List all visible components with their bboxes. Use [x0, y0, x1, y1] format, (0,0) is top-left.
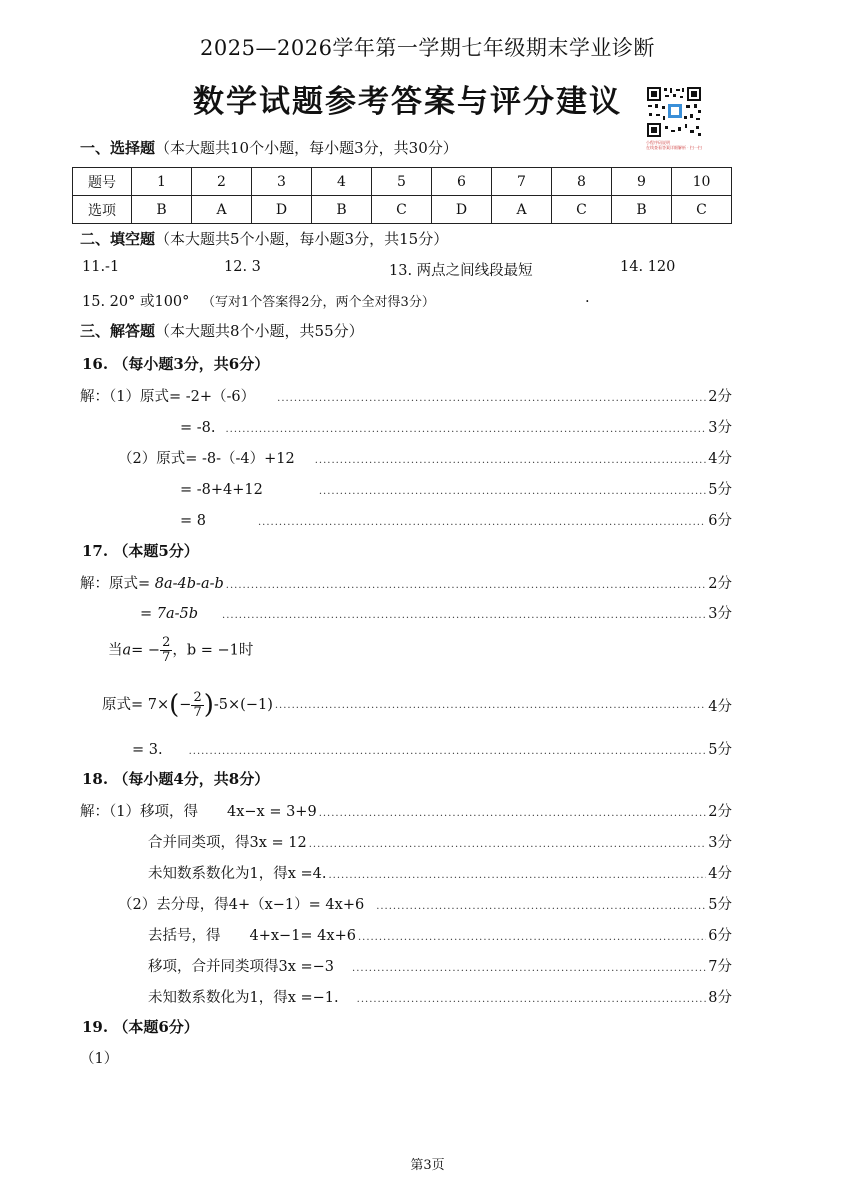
leader-dots — [376, 901, 706, 912]
leader-dots — [319, 808, 707, 819]
page-number: 第3页 — [410, 1158, 445, 1173]
q16-step-3 — [118, 447, 732, 468]
q18-step-5 — [148, 924, 732, 945]
q18-step-1 — [80, 800, 732, 821]
q16-step-5-score: 6分 — [708, 513, 732, 529]
q17-step-2-prefix: = — [140, 606, 153, 622]
q17-step-4-score: 4分 — [708, 698, 732, 715]
exam-subtitle: 2025—2026学年第一学期七年级期末学业诊断 — [200, 36, 655, 60]
table-cell: C — [372, 196, 432, 224]
section-2-heading — [80, 228, 448, 249]
leader-dots — [226, 580, 706, 591]
q16-step-3-score: 4分 — [708, 451, 732, 467]
fraction-two-sevenths-2 — [191, 691, 203, 720]
section-3-heading — [80, 320, 364, 341]
section-1-heading — [80, 137, 458, 158]
table-cell: 9 — [612, 168, 672, 196]
q18-step-7-score: 8分 — [708, 990, 732, 1006]
table-cell: 3 — [252, 168, 312, 196]
q17-step-4-seven: 7× — [147, 697, 170, 713]
answer-15-period: . — [585, 290, 590, 306]
q19-part-1: （1） — [80, 1051, 119, 1067]
q18-step-7-text: 未知数系数化为1，得x =−1. — [148, 990, 339, 1006]
fraction-numerator: 2 — [193, 689, 202, 705]
q17-a-equals: = − — [131, 642, 161, 659]
table-cell: 6 — [432, 168, 492, 196]
q18-step-1-score: 2分 — [708, 804, 732, 820]
table-cell: 7 — [492, 168, 552, 196]
q17-step-2 — [140, 602, 732, 623]
q18-step-5-text: 去括号，得 4+x−1= 4x+6 — [148, 928, 356, 944]
q16-step-4-score: 5分 — [708, 482, 732, 498]
leader-dots — [329, 870, 707, 881]
answer-11: 11.-1 — [82, 259, 120, 275]
leader-dots — [226, 424, 707, 435]
table-cell: 8 — [552, 168, 612, 196]
section-1-title: 一、选择题 — [80, 139, 156, 157]
q18-step-4-text: （2）去分母，得4+（x−1）= 4x+6 — [118, 897, 365, 913]
q17-b-part: ，b = −1时 — [172, 642, 254, 659]
q16-step-1-score: 2分 — [708, 389, 732, 405]
q18-step-3-score: 4分 — [708, 866, 732, 882]
q17-condition — [108, 636, 253, 665]
fraction-denominator: 7 — [162, 650, 171, 665]
page-title: 数学试题参考答案与评分建议 — [193, 84, 622, 120]
q17-step-4 — [102, 690, 732, 720]
table-row-answers — [73, 196, 732, 224]
q17-step-1-text — [80, 572, 224, 593]
leader-dots — [277, 393, 706, 404]
q17-step-1 — [80, 572, 732, 593]
table-cell: 10 — [672, 168, 732, 196]
qr-caption — [646, 140, 702, 150]
answer-12: 12. 3 — [224, 259, 261, 275]
q18-step-1-text: 解：（1）移项，得 4x−x = 3+9 — [80, 804, 317, 820]
answer-15 — [82, 290, 435, 311]
q17-step-4-minus: − — [179, 697, 192, 713]
section-1-note: （本大题共10个小题，每小题3分，共30分） — [155, 139, 458, 157]
q18-step-2-score: 3分 — [708, 835, 732, 851]
section-2-title: 二、填空题 — [80, 230, 156, 248]
q16-step-1 — [80, 385, 732, 406]
q17-step-5-text: = 3. — [132, 742, 163, 758]
q18-step-5-score: 6分 — [708, 928, 732, 944]
q17-step-2-text — [140, 606, 198, 622]
leader-dots — [309, 839, 707, 850]
q17-step-2-score: 3分 — [708, 606, 732, 622]
table-cell: B — [132, 196, 192, 224]
q16-step-4-text: = -8+4+12 — [180, 482, 263, 498]
q18-step-7 — [148, 986, 732, 1007]
q17-step-5 — [132, 738, 732, 759]
q18-heading: 18. （每小题4分，共8分） — [82, 770, 270, 788]
q16-step-4 — [180, 478, 732, 499]
table-cell: C — [672, 196, 732, 224]
paren-left: ( — [169, 690, 180, 720]
table-cell: B — [612, 196, 672, 224]
q19-heading: 19. （本题6分） — [82, 1018, 199, 1036]
answer-13: 13. 两点之间线段最短 — [389, 263, 533, 279]
answer-15-value: 15. 20° 或100° — [82, 294, 190, 310]
q17-step-2-expr: 7a-5b — [156, 606, 199, 622]
table-cell: A — [192, 196, 252, 224]
q17-step-1-score: 2分 — [708, 576, 732, 592]
q17-step-1-expr: 8a-4b-a-b — [154, 576, 224, 592]
paren-right: ) — [203, 690, 214, 720]
fraction-denominator: 7 — [193, 704, 202, 720]
q18-step-6-score: 7分 — [708, 959, 732, 975]
leader-dots — [222, 610, 706, 621]
leader-dots — [258, 517, 706, 528]
q16-step-2 — [180, 416, 732, 437]
q18-step-6-text: 移项，合并同类项得3x =−3 — [148, 959, 335, 975]
q18-step-4 — [118, 893, 732, 914]
table-cell: 2 — [192, 168, 252, 196]
q18-step-6 — [148, 955, 732, 976]
q17-when: 当 — [108, 642, 123, 659]
table-header-cell: 选项 — [73, 196, 132, 224]
table-row-numbers — [73, 168, 732, 196]
leader-dots — [358, 932, 706, 943]
table-cell: C — [552, 196, 612, 224]
leader-dots — [275, 700, 706, 711]
table-cell: D — [432, 196, 492, 224]
q17-step-4-tail: -5×(−1) — [213, 697, 273, 713]
leader-dots — [315, 455, 707, 466]
leader-dots — [352, 963, 706, 974]
table-cell: D — [252, 196, 312, 224]
q17-heading: 17. （本题5分） — [82, 542, 199, 560]
q16-heading: 16. （每小题3分，共6分） — [82, 355, 270, 373]
qr-caption-line-1: 小程序码说明 — [646, 140, 670, 145]
q16-step-2-text: = -8. — [180, 420, 216, 436]
q18-step-2 — [148, 831, 732, 852]
table-cell: 1 — [132, 168, 192, 196]
table-cell: A — [492, 196, 552, 224]
fraction-numerator: 2 — [162, 635, 171, 650]
q18-step-3-text: 未知数系数化为1，得x =4. — [148, 866, 327, 882]
q16-step-1-text: 解：（1）原式= -2+（-6） — [80, 389, 256, 405]
q18-step-4-score: 5分 — [708, 897, 732, 913]
q16-step-5-text: = 8 — [180, 513, 206, 529]
q18-step-2-text: 合并同类项，得3x = 12 — [148, 835, 307, 851]
answer-table — [72, 167, 732, 224]
section-2-note: （本大题共5个小题，每小题3分，共15分） — [155, 230, 449, 248]
q17-step-4-prefix: 原式= — [102, 697, 144, 713]
q18-step-3 — [148, 862, 732, 883]
table-cell: 5 — [372, 168, 432, 196]
q17-var-a: a — [122, 642, 132, 659]
answer-15-note: （写对1个答案得2分，两个全对得3分） — [202, 295, 435, 310]
q16-step-2-score: 3分 — [708, 420, 732, 436]
leader-dots — [319, 486, 706, 497]
answer-14: 14. 120 — [620, 259, 676, 275]
q16-step-5 — [180, 509, 732, 530]
leader-dots — [189, 746, 707, 757]
section-3-note: （本大题共8个小题，共55分） — [155, 322, 364, 340]
section-3-title: 三、解答题 — [80, 322, 156, 340]
q16-step-3-text: （2）原式= -8-（-4）+12 — [118, 451, 295, 467]
fraction-two-sevenths — [160, 636, 172, 665]
table-cell: 4 — [312, 168, 372, 196]
q17-step-1-prefix: 解：原式= — [80, 576, 151, 592]
table-header-cell: 题号 — [73, 168, 132, 196]
leader-dots — [357, 994, 707, 1005]
q17-step-4-text — [102, 690, 273, 720]
qr-code-icon[interactable] — [646, 86, 702, 138]
table-cell: B — [312, 196, 372, 224]
qr-caption-line-2: 在线查看答案详细解析 · 扫一扫 — [646, 145, 702, 150]
q17-step-5-score: 5分 — [708, 742, 732, 758]
